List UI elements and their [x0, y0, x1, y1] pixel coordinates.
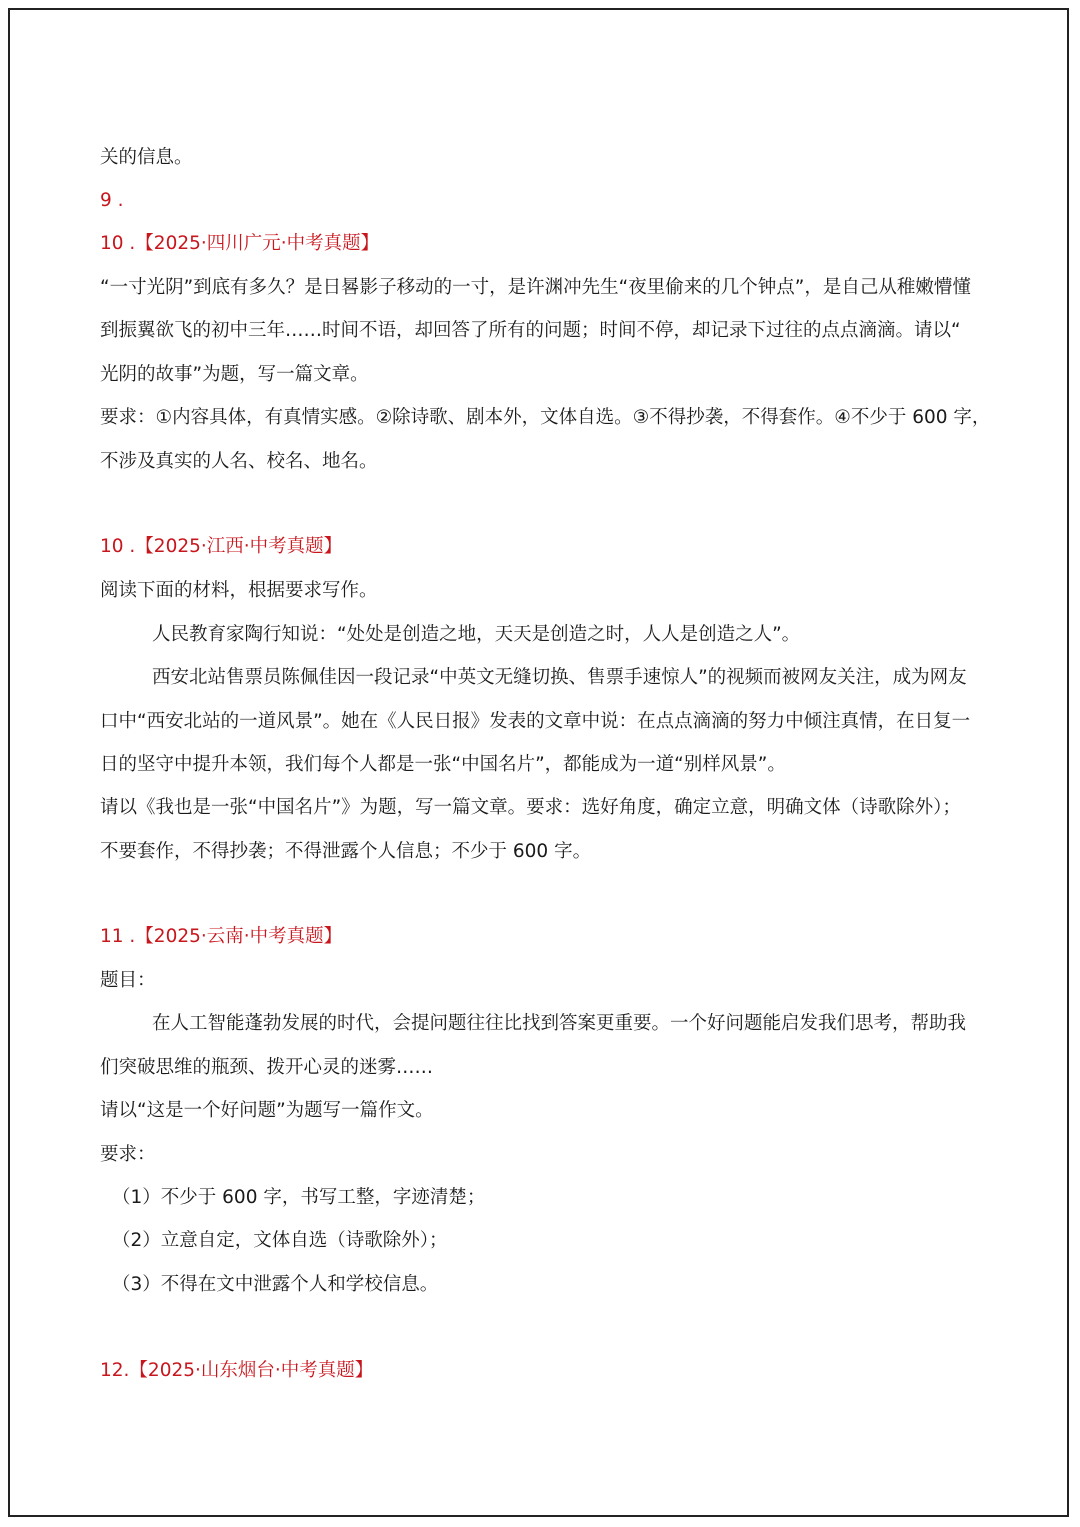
text-line: 们突破思维的瓶颈、拨开心灵的迷雾…… — [100, 1057, 434, 1078]
material-paragraph: 西安北站售票员陈佩佳因一段记录“中英文无缝切换、售票手速惊人”的视频而被网友关注，成为网友 — [152, 667, 967, 688]
text-line: 题目： — [100, 970, 156, 991]
text-line: 关的信息。 — [100, 147, 193, 168]
text-line: “一寸光阴”到底有多久？是日晷影子移动的一寸，是许渊冲先生“夜里偷来的几个钟点”，是自己从稚嫩懵懂 — [100, 277, 971, 298]
requirement-item: （2）立意自定，文体自选（诗歌除外）； — [112, 1230, 448, 1251]
text-line: 口中“西安北站的一道风景”。她在《人民日报》发表的文章中说：在点点滴滴的努力中倾注真情，在日复一 — [100, 711, 971, 732]
prompt-line: 不要套作，不得抄袭；不得泄露个人信息；不少于 600 字。 — [100, 841, 592, 862]
requirements-label: 要求： — [100, 1144, 156, 1165]
text-line: 到振翼欲飞的初中三年……时间不语，却回答了所有的问题；时间不停，却记录下过往的点点滴滴。请以“ — [100, 320, 961, 341]
prompt-line: 请以“这是一个好问题”为题写一篇作文。 — [100, 1100, 434, 1121]
document-page — [8, 8, 1069, 1517]
material-paragraph: 人民教育家陶行知说：“处处是创造之地，天天是创造之时，人人是创造之人”。 — [152, 624, 801, 645]
prompt-line: 请以《我也是一张“中国名片”》为题，写一篇文章。要求：选好角度，确定立意，明确文体（诗歌除外）； — [100, 797, 961, 818]
requirement-item: （1）不少于 600 字，书写工整，字迹清楚； — [112, 1187, 486, 1208]
question-number-9: 9 . — [100, 190, 124, 211]
document-content — [10, 10, 1067, 1515]
question-heading-12-shandong: 12.【2025·山东烟台·中考真题】 — [100, 1360, 374, 1381]
text-line: 光阴的故事”为题，写一篇文章。 — [100, 364, 369, 385]
question-heading-11-yunnan: 11 .【2025·云南·中考真题】 — [100, 926, 343, 947]
question-heading-10-jiangxi: 10 .【2025·江西·中考真题】 — [100, 536, 343, 557]
text-line: 阅读下面的材料，根据要求写作。 — [100, 580, 378, 601]
material-paragraph: 在人工智能蓬勃发展的时代，会提问题往往比找到答案更重要。一个好问题能启发我们思考，帮助我 — [152, 1013, 967, 1034]
question-heading-10-sichuan: 10 .【2025·四川广元·中考真题】 — [100, 233, 380, 254]
requirements-line: 不涉及真实的人名、校名、地名。 — [100, 451, 378, 472]
requirement-item: （3）不得在文中泄露个人和学校信息。 — [112, 1274, 439, 1295]
requirements-line: 要求：①内容具体，有真情实感。②除诗歌、剧本外，文体自选。③不得抄袭，不得套作。④不少于 600 字， — [100, 407, 991, 428]
text-line: 日的坚守中提升本领，我们每个人都是一张“中国名片”，都能成为一道“别样风景”。 — [100, 754, 786, 775]
